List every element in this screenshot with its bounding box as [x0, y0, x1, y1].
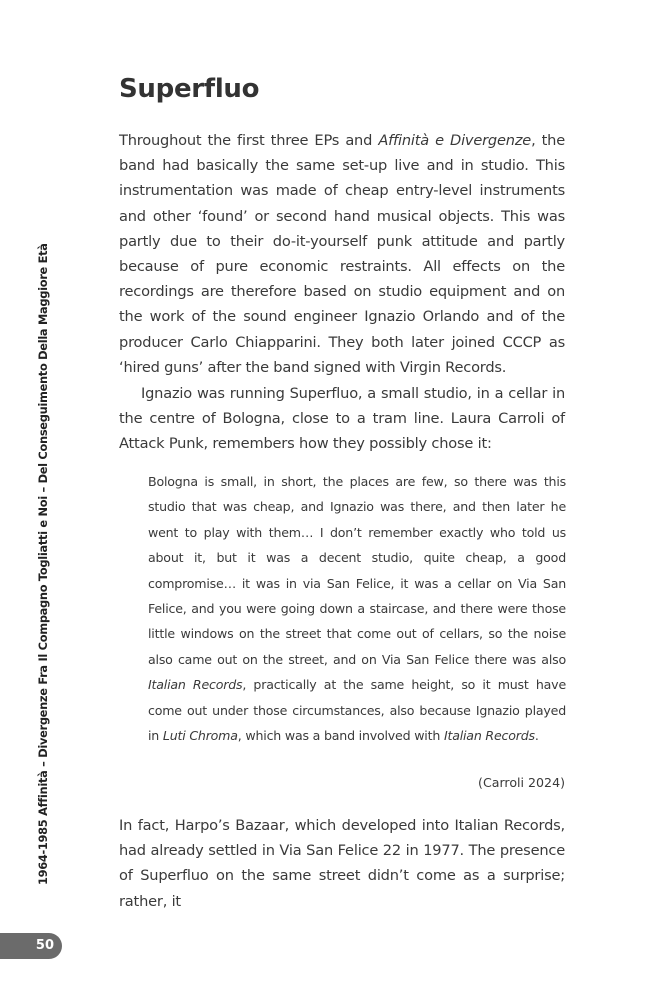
quote-citation: (Carroli 2024) — [478, 775, 565, 790]
quote-italic-1: Italian Records — [148, 677, 243, 693]
body-paragraph-3: In fact, Harpo’s Bazaar, which developed into Italian Records, had already settled in Via San Felice 22 in 1977. The presence of Superfluo on the same street didn’t come as a surprise; rather, it — [119, 817, 565, 910]
quote-text-3: , which was a band involved with — [237, 728, 444, 744]
para1-text-1: Throughout the first three EPs and — [119, 132, 379, 149]
quote-italic-3: Italian Records — [443, 728, 535, 744]
page-number: 50 — [35, 938, 54, 953]
body-paragraph-1 — [119, 128, 565, 380]
section-heading: Superfluo — [119, 74, 260, 104]
running-header-vertical: 1964-1985 Affinità – Divergenze Fra Il Compagno Togliatti e Noi – Del Conseguimento Della Maggiore Età — [36, 243, 50, 885]
quote-text-4: . — [534, 728, 539, 744]
quote-italic-2: Luti Chroma — [162, 728, 238, 744]
body-paragraph-2: Ignazio was running Superfluo, a small studio, in a cellar in the centre of Bologna, close to a tram line. Laura Carroli of Attack Punk, remembers how they possibly chose it: — [119, 385, 565, 453]
para1-text-2: , the band had basically the same set-up live and in studio. This instrumentation was made of cheap entry-level instruments and other ‘found’ or second hand musical objects. This was partly due to their do-it-yourself punk attitude and partly because of pure economic restraints. All effects on the recordings are therefore based on studio equipment and on the work of the sound engineer Ignazio Orlando and of the producer Carlo Chiapparini. They both later joined CCCP as ‘hired guns’ after the band signed with Virgin Records. — [119, 132, 565, 376]
para1-italic-album-title: Affinità e Divergenze — [378, 132, 532, 149]
quote-text-2: , practically at the same height, so it must have come out under those circumstances, also because Ignazio played in — [148, 677, 566, 744]
block-quote — [148, 469, 566, 748]
page-number-tab — [0, 933, 62, 959]
quote-text-1: Bologna is small, in short, the places are few, so there was this studio that was cheap, and Ignazio was there, and then later he went to play with them… I don’t remember exactly who told us about it, but it was a decent studio, quite cheap, a good compromise… it was in via San Felice, it was a cellar on Via San Felice, and you were going down a staircase, and there were those little windows on the street that come out of cellars, so the noise also came out on the street, and on Via San Felice there was also — [148, 474, 566, 667]
